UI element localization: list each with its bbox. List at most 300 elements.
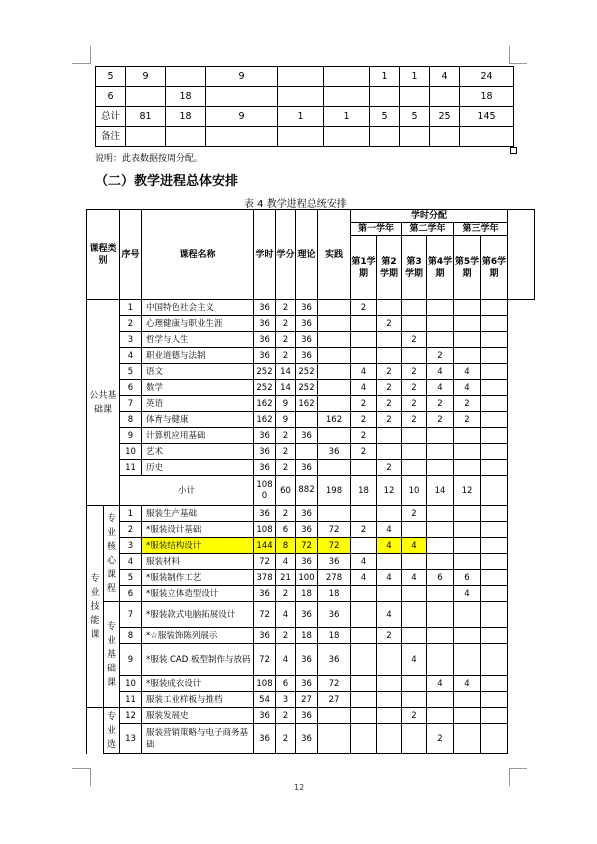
table-cell: 4 (454, 364, 481, 380)
table-cell: 计算机应用基础 (142, 428, 254, 444)
group-label-blank (87, 708, 104, 754)
table-cell: 服装营销策略与电子商务基础 (142, 724, 254, 754)
table-row (87, 724, 535, 754)
table-cell: *服装结构设计 (142, 538, 254, 554)
table-cell (318, 316, 351, 332)
table-cell: 4 (351, 554, 377, 570)
table-cell (427, 522, 454, 538)
table-cell: 4 (276, 644, 296, 676)
table-cell (351, 460, 377, 476)
header-term-5: 第5学期 (454, 236, 481, 300)
table-cell: 服装发展史 (142, 708, 254, 724)
table-cell (427, 428, 454, 444)
table-cell: 4 (377, 538, 402, 554)
table-cell: 2 (427, 724, 454, 754)
table-cell: 1 (120, 300, 142, 316)
table-cell (166, 67, 206, 87)
table-cell (318, 380, 351, 396)
table-row (87, 570, 535, 586)
table-row (87, 644, 535, 676)
table-row (87, 332, 535, 348)
table-cell: 162 (254, 412, 276, 428)
table-cell: 4 (276, 602, 296, 628)
table-cell: 18 (318, 586, 351, 602)
table-cell: 体育与健康 (142, 412, 254, 428)
table-cell: 18 (296, 586, 318, 602)
subgroup-label-elective: 专业选 (104, 708, 120, 754)
table-cell (318, 506, 351, 522)
table-row (87, 300, 535, 316)
table-cell (427, 692, 454, 708)
table-cell: *☆服装饰陈列展示 (142, 628, 254, 644)
table-cell: 36 (296, 332, 318, 348)
table-cell (481, 396, 508, 412)
header-hours: 学时 (254, 210, 276, 300)
table-cell: 162 (296, 396, 318, 412)
table-cell (402, 300, 427, 316)
table-cell (402, 676, 427, 692)
table-cell: 2 (276, 348, 296, 364)
table-cell: 2 (276, 586, 296, 602)
table-cell: 81 (126, 107, 166, 127)
table-cell: 2 (351, 300, 377, 316)
table-cell (454, 644, 481, 676)
table-cell: 9 (126, 67, 166, 87)
table-cell: 英语 (142, 396, 254, 412)
table-cell: 36 (318, 554, 351, 570)
table-cell (351, 506, 377, 522)
table-cell: 2 (351, 396, 377, 412)
table-cell (206, 87, 278, 107)
table-cell: 5 (120, 570, 142, 586)
table-cell: 6 (427, 570, 454, 586)
table-cell: 12 (120, 708, 142, 724)
header-category: 课程类别 (87, 210, 120, 300)
header-term-4: 第4学期 (427, 236, 454, 300)
table-cell: 36 (254, 460, 276, 476)
table-cell: 18 (318, 628, 351, 644)
table-cell: 36 (296, 460, 318, 476)
table-cell (454, 348, 481, 364)
table-cell (427, 460, 454, 476)
table-cell: 36 (318, 444, 351, 460)
table-cell: 36 (296, 554, 318, 570)
table-cell: 14 (427, 476, 454, 506)
table-cell (454, 316, 481, 332)
table-cell (278, 67, 324, 87)
header-seq: 序号 (120, 210, 142, 300)
table-cell: 6 (120, 380, 142, 396)
table-cell: 2 (276, 332, 296, 348)
crop-mark (509, 768, 510, 786)
table-cell (427, 300, 454, 316)
table-cell: *服装立体造型设计 (142, 586, 254, 602)
table-cell: 378 (254, 570, 276, 586)
table-cell (454, 300, 481, 316)
table-cell (481, 586, 508, 602)
table-cell: 9 (120, 428, 142, 444)
header-hour-distribution: 学时分配 (351, 210, 508, 223)
table-cell: 1 (400, 67, 430, 87)
table-cell: 2 (377, 364, 402, 380)
table-cell (427, 628, 454, 644)
table-cell: 36 (254, 724, 276, 754)
table-cell: 1 (278, 107, 324, 127)
table-cell: 21 (276, 570, 296, 586)
table-cell: *服装 CAD 板型制作与放码 (142, 644, 254, 676)
page-number: 12 (294, 783, 305, 792)
table-row (96, 107, 514, 127)
table-cell: 5 (120, 364, 142, 380)
table-cell: 职业道德与法制 (142, 348, 254, 364)
table-cell (427, 554, 454, 570)
table-cell (351, 602, 377, 628)
subtotal-row (87, 476, 535, 506)
table-cell: 1080 (254, 476, 276, 506)
table-cell (402, 586, 427, 602)
table-cell (454, 724, 481, 754)
table-cell (481, 380, 508, 396)
table-cell: 4 (402, 644, 427, 676)
table-cell: 7 (120, 602, 142, 628)
crop-mark (72, 768, 90, 769)
table-cell: 4 (430, 67, 460, 87)
table-cell: 4 (351, 570, 377, 586)
table-cell (481, 300, 508, 316)
table-cell (427, 444, 454, 460)
table-cell (377, 348, 402, 364)
table-cell: 语文 (142, 364, 254, 380)
table-cell (402, 460, 427, 476)
table-cell: 14 (276, 364, 296, 380)
table-cell: 4 (402, 570, 427, 586)
table-cell: 10 (120, 444, 142, 460)
table-cell: 36 (254, 506, 276, 522)
table-cell: 2 (402, 412, 427, 428)
header-practice: 实践 (318, 210, 351, 300)
table-cell: 198 (318, 476, 351, 506)
table-cell: 中国特色社会主义 (142, 300, 254, 316)
table-row (87, 586, 535, 602)
table-cell (402, 692, 427, 708)
table-cell (481, 692, 508, 708)
table-cell: 18 (351, 476, 377, 506)
header-blank (508, 210, 535, 300)
table-row (87, 708, 535, 724)
table-cell: 心理健康与职业生涯 (142, 316, 254, 332)
table-cell (481, 316, 508, 332)
table-cell (481, 602, 508, 628)
table-cell: 14 (276, 380, 296, 396)
table-cell: 4 (276, 554, 296, 570)
table-cell: 7 (120, 396, 142, 412)
table-cell: 882 (296, 476, 318, 506)
table-cell: 36 (296, 602, 318, 628)
table-cell: 6 (454, 570, 481, 586)
table-cell: 36 (296, 348, 318, 364)
table-cell (126, 127, 166, 147)
table-cell: 18 (296, 628, 318, 644)
table-cell: 24 (460, 67, 514, 87)
table-cell (481, 538, 508, 554)
table-cell: 3 (120, 538, 142, 554)
table-cell: 72 (318, 676, 351, 692)
table-cell (402, 316, 427, 332)
table-cell: 5 (96, 67, 126, 87)
table-cell (351, 332, 377, 348)
table-cell: *服装款式电脑拓展设计 (142, 602, 254, 628)
table-cell: 278 (318, 570, 351, 586)
table-row (87, 692, 535, 708)
table-cell: *服装设计基础 (142, 522, 254, 538)
table-cell (402, 724, 427, 754)
table-cell: 2 (402, 708, 427, 724)
table-cell (377, 586, 402, 602)
table-cell (430, 87, 460, 107)
table-cell: 11 (120, 692, 142, 708)
header-term-1: 第1学期 (351, 236, 377, 300)
table-cell: 72 (296, 538, 318, 554)
table-cell: 2 (276, 460, 296, 476)
table-cell (454, 444, 481, 460)
table-cell (377, 332, 402, 348)
table-cell: 36 (296, 724, 318, 754)
table-cell (126, 87, 166, 107)
table-cell: 72 (318, 538, 351, 554)
table-cell: 18 (166, 87, 206, 107)
table-cell (324, 87, 370, 107)
table-cell: 36 (296, 506, 318, 522)
table-cell (351, 644, 377, 676)
table-cell: 108 (254, 522, 276, 538)
table-cell: 8 (120, 412, 142, 428)
table-caption: 表 4 教学进程总统安排 (244, 199, 347, 210)
table-cell (206, 127, 278, 147)
table-cell: 18 (166, 107, 206, 127)
table-cell: 162 (318, 412, 351, 428)
table-cell: 2 (402, 380, 427, 396)
table-cell (318, 460, 351, 476)
table-row (87, 428, 535, 444)
table-cell: 4 (120, 348, 142, 364)
table-cell: 8 (276, 538, 296, 554)
table-cell: 9 (276, 396, 296, 412)
table-cell (370, 87, 400, 107)
table-cell: 36 (296, 676, 318, 692)
table-cell: 4 (427, 676, 454, 692)
table-cell (318, 300, 351, 316)
table-cell: 2 (276, 724, 296, 754)
table-cell (318, 348, 351, 364)
table-note: 说明：此表数据按周分配。 (95, 154, 204, 164)
group-label-professional-skills: 专业技能课 (87, 506, 104, 708)
table-cell (400, 127, 430, 147)
table-cell (296, 412, 318, 428)
table-cell: 4 (377, 602, 402, 628)
crop-mark (72, 63, 90, 64)
table-cell (318, 708, 351, 724)
subgroup-label-base: 专业基础课 (104, 602, 120, 708)
table-cell (377, 644, 402, 676)
table-cell: 数学 (142, 380, 254, 396)
table-cell: 2 (276, 708, 296, 724)
table-cell: 13 (120, 724, 142, 754)
table-cell: 1 (324, 107, 370, 127)
table-cell: 2 (377, 316, 402, 332)
table-cell: 9 (120, 644, 142, 676)
table-cell (427, 332, 454, 348)
subtotal-label: 小计 (120, 476, 254, 506)
table-cell: 36 (296, 428, 318, 444)
table-cell (454, 460, 481, 476)
table-row (87, 380, 535, 396)
table-cell (481, 724, 508, 754)
table-cell: 2 (402, 396, 427, 412)
table-cell (481, 428, 508, 444)
table-cell (351, 586, 377, 602)
table-cell: 4 (402, 538, 427, 554)
table-cell (481, 364, 508, 380)
table-cell: 2 (276, 628, 296, 644)
table-cell (427, 538, 454, 554)
table-cell: 6 (120, 586, 142, 602)
table-cell: 4 (454, 380, 481, 396)
table-cell (351, 692, 377, 708)
table-cell (351, 708, 377, 724)
header-course-name: 课程名称 (142, 210, 254, 300)
table-cell (351, 348, 377, 364)
table-cell (430, 127, 460, 147)
table-resize-handle[interactable] (510, 147, 517, 154)
table-cell: 36 (296, 316, 318, 332)
table-cell: 27 (296, 692, 318, 708)
table-cell: 36 (254, 444, 276, 460)
table-cell: 4 (454, 676, 481, 692)
table-cell (454, 538, 481, 554)
table-cell (427, 506, 454, 522)
table-cell: 36 (254, 348, 276, 364)
table-cell: 72 (254, 602, 276, 628)
table-cell (460, 127, 514, 147)
table-cell (296, 444, 318, 460)
header-credits: 学分 (276, 210, 296, 300)
table-cell (377, 444, 402, 460)
table-row (87, 316, 535, 332)
table-row (87, 538, 535, 554)
table-cell: 2 (377, 396, 402, 412)
table-cell: 2 (427, 348, 454, 364)
table-cell: 4 (377, 570, 402, 586)
table-cell: 9 (206, 107, 278, 127)
header-theory: 理论 (296, 210, 318, 300)
table-cell: 历史 (142, 460, 254, 476)
table-cell (402, 602, 427, 628)
table-cell (318, 724, 351, 754)
table-cell (454, 428, 481, 444)
table-cell (481, 522, 508, 538)
table-cell (377, 428, 402, 444)
table-cell (402, 554, 427, 570)
table-cell (318, 428, 351, 444)
table-cell: 11 (120, 460, 142, 476)
table-cell (481, 348, 508, 364)
table-cell: 4 (377, 522, 402, 538)
table-cell: 72 (254, 554, 276, 570)
table-cell: 3 (276, 692, 296, 708)
table-cell: 6 (276, 522, 296, 538)
table-cell (454, 708, 481, 724)
table-cell: 27 (318, 692, 351, 708)
table-cell: 2 (427, 412, 454, 428)
table-cell: 6 (96, 87, 126, 107)
table-cell (324, 127, 370, 147)
table-cell: 备注 (96, 127, 126, 147)
table-cell (377, 708, 402, 724)
table-cell: 25 (430, 107, 460, 127)
table-cell (377, 554, 402, 570)
table-cell (377, 506, 402, 522)
table-cell (454, 554, 481, 570)
table-cell: 2 (377, 412, 402, 428)
table-cell (318, 364, 351, 380)
table-cell (370, 127, 400, 147)
table-cell: 2 (377, 628, 402, 644)
table-cell: 36 (254, 708, 276, 724)
table-cell: 252 (254, 380, 276, 396)
table-cell: 2 (454, 396, 481, 412)
table-cell (377, 692, 402, 708)
table-cell: 36 (254, 628, 276, 644)
table-cell: *服装制作工艺 (142, 570, 254, 586)
table-cell: 2 (351, 412, 377, 428)
table-cell: 服装工业样板与推档 (142, 692, 254, 708)
table-cell: 5 (370, 107, 400, 127)
table-cell (481, 460, 508, 476)
table-cell: 36 (254, 300, 276, 316)
table-cell (481, 708, 508, 724)
table-cell (402, 348, 427, 364)
crop-mark (509, 46, 510, 64)
section-heading: （二）教学进程总体安排 (95, 174, 239, 189)
table-cell (402, 628, 427, 644)
table-cell: 144 (254, 538, 276, 554)
table-cell (351, 316, 377, 332)
table-cell (481, 332, 508, 348)
table-cell (400, 87, 430, 107)
table-cell: 100 (296, 570, 318, 586)
table-cell: 4 (120, 554, 142, 570)
table-cell: 2 (402, 364, 427, 380)
table-row (87, 676, 535, 692)
table-cell (454, 332, 481, 348)
table-cell (377, 300, 402, 316)
table-row (96, 67, 514, 87)
table-cell (351, 538, 377, 554)
crop-mark (90, 768, 91, 786)
table-cell (351, 676, 377, 692)
table-cell (481, 628, 508, 644)
crop-mark (509, 63, 527, 64)
table-cell: 3 (120, 332, 142, 348)
table-cell (481, 412, 508, 428)
table-cell: 1 (120, 506, 142, 522)
table-cell: 54 (254, 692, 276, 708)
table-cell: 总计 (96, 107, 126, 127)
table-cell (481, 644, 508, 676)
table-cell: 2 (276, 444, 296, 460)
table-cell: 162 (254, 396, 276, 412)
table-cell: 2 (276, 300, 296, 316)
